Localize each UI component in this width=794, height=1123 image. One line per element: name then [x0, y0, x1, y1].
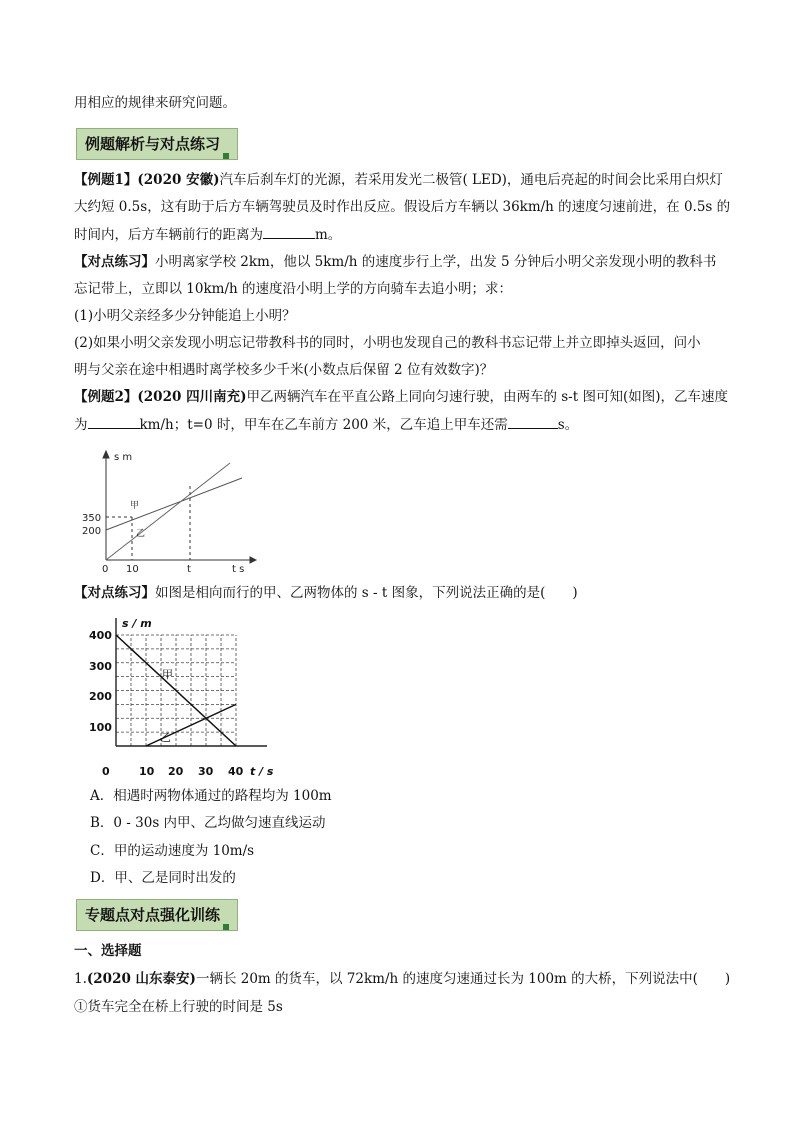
example2-st-graph — [80, 448, 260, 578]
example2-tag: 【例题2】 — [74, 389, 138, 405]
practice2-text: 如图是相向而行的甲、乙两物体的 s - t 图象，下列说法正确的是( ) — [155, 585, 578, 601]
label-yi: 乙 — [136, 529, 146, 539]
line-jia — [106, 478, 242, 530]
option-c[interactable]: C．甲的运动速度为 10m/s — [90, 843, 255, 859]
x-tick-t: t — [187, 564, 191, 575]
section-heading-label: 专题点对点强化训练 — [85, 906, 221, 924]
y-tick-100: 100 — [89, 721, 112, 734]
section-heading-training — [76, 899, 238, 931]
practice2-st-chart — [82, 610, 282, 780]
practice1-q2b: 明与父亲在途中相遇时离学校多少千米(小数点后保留 2 位有效数字)？ — [74, 362, 494, 378]
x-tick-10: 10 — [126, 564, 139, 575]
corner-mark-icon — [223, 153, 229, 159]
answer-blank[interactable] — [88, 414, 140, 429]
option-d[interactable]: D．甲、乙是同时出发的 — [90, 870, 236, 886]
part1-heading: 一、选择题 — [74, 943, 142, 959]
practice1-tag: 【对点练习】 — [74, 254, 155, 270]
question1-number: 1. — [74, 971, 87, 987]
y-tick-200: 200 — [89, 690, 112, 703]
answer-blank[interactable] — [508, 414, 558, 429]
example2-text-2b: km/h；t=0 时，甲车在乙车前方 200 米，乙车追上甲车还需 — [139, 417, 508, 433]
x-axis-label: t s — [232, 564, 245, 575]
y-tick-300: 300 — [89, 660, 112, 673]
example1-text-3a: 时间内，后方车辆前行的距离为 — [74, 227, 263, 243]
question1-line1 — [74, 969, 730, 989]
x-tick-10: 10 — [139, 765, 155, 778]
y-tick-200: 200 — [82, 526, 102, 537]
intro-text: 用相应的规律来研究问题。 — [74, 95, 236, 111]
example1-line2: 大约短 0.5s，这有助于后方车辆驾驶员及时作出反应。假设后方车辆以 36km/h 的速度匀速前进，在 0.5s 的 — [74, 199, 731, 215]
x-tick-0: 0 — [102, 564, 109, 575]
answer-blank[interactable] — [263, 224, 315, 239]
line-yi — [106, 463, 230, 560]
example1-source: (2020 安徽) — [137, 172, 220, 188]
example2-line2 — [74, 414, 578, 435]
practice1-line2: 忘记带上，立即以 10km/h 的速度沿小明上学的方向骑车去追小明；求： — [74, 281, 512, 297]
y-axis-arrow-icon — [103, 451, 109, 458]
example2-source: (2020 四川南充) — [137, 389, 247, 405]
x-tick-40: 40 — [228, 765, 244, 778]
example2-text-2c: s。 — [557, 417, 579, 433]
label-jia: 甲 — [130, 501, 140, 511]
example2-line1 — [74, 387, 728, 407]
practice1-line1 — [74, 252, 716, 272]
y-axis-label: s m — [114, 452, 133, 463]
section-heading-examples — [76, 128, 238, 160]
example1-tag: 【例题1】 — [74, 172, 138, 188]
example1-text: 汽车后刹车灯的光源，若采用发光二极管( LED)，通电后亮起的时间会比采用白炽灯 — [219, 172, 723, 188]
y-tick-400: 400 — [89, 629, 112, 642]
y-axis-label: s / m — [122, 617, 152, 630]
example2-text: 甲乙两辆汽车在平直公路上同向匀速行驶，由两车的 s-t 图可知(如图)，乙车速度 — [246, 389, 728, 405]
y-tick-350: 350 — [82, 513, 102, 524]
question1-source: (2020 山东泰安) — [86, 971, 196, 987]
practice1-text: 小明离家学校 2km，他以 5km/h 的速度步行上学，出发 5 分钟后小明父亲发现小明的教科书 — [155, 254, 717, 270]
example2-text-2a: 为 — [74, 417, 88, 433]
option-a[interactable]: A．相遇时两物体通过的路程均为 100m — [90, 788, 332, 804]
section-heading-label: 例题解析与对点练习 — [85, 135, 221, 153]
x-axis-label: t / s — [250, 765, 274, 778]
example1-line3 — [74, 224, 341, 245]
practice1-q1: (1)小明父亲经多少分钟能追上小明？ — [74, 308, 296, 324]
question1-text: 一辆长 20m 的货车，以 72km/h 的速度匀速通过长为 100m 的大桥，下列说法中( ) — [195, 971, 731, 987]
example1-line1 — [74, 170, 723, 190]
x-tick-20: 20 — [168, 765, 184, 778]
practice2-tag: 【对点练习】 — [74, 585, 155, 601]
practice2-line1 — [74, 583, 578, 603]
example1-text-3b: m。 — [315, 227, 342, 243]
x-tick-30: 30 — [198, 765, 214, 778]
question1-item1: ①货车完全在桥上行驶的时间是 5s — [74, 999, 283, 1015]
option-b[interactable]: B．0 - 30s 内甲、乙均做匀速直线运动 — [90, 815, 326, 831]
x-tick-0: 0 — [102, 765, 110, 778]
practice1-q2a: (2)如果小明父亲发现小明忘记带教科书的同时，小明也发现自己的教科书忘记带上并立即掉头返回，问小 — [74, 335, 701, 351]
x-axis-arrow-icon — [250, 557, 256, 563]
label-yi: 乙 — [160, 731, 171, 744]
label-jia: 甲 — [162, 668, 173, 681]
corner-mark-icon — [223, 924, 229, 930]
